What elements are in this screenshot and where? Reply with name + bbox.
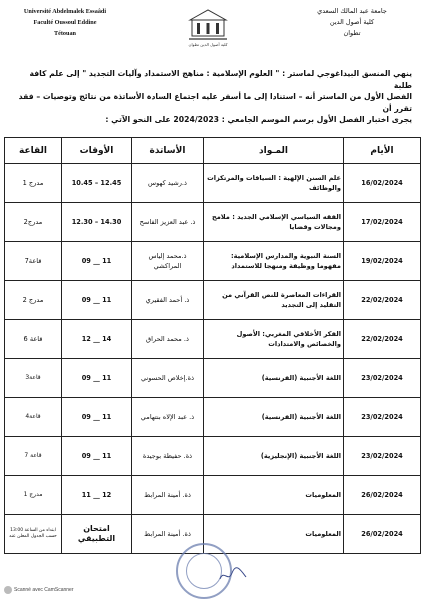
scanner-watermark bbox=[4, 586, 73, 594]
university-header-fr bbox=[10, 6, 120, 39]
row-teacher: ذ. عبد الإلاه بنتهامي bbox=[132, 398, 204, 437]
table-row bbox=[5, 476, 421, 515]
faculty-name-fr: Faculté Oussoul Eddine bbox=[33, 19, 97, 26]
header-hall: القاعة bbox=[5, 138, 62, 164]
row-day: 23/02/2024 bbox=[344, 359, 421, 398]
row-subject: اللغة الأجنبية (الإنجليزية) bbox=[204, 437, 344, 476]
row-teacher: ذة.إخلاص الحسوني bbox=[132, 359, 204, 398]
row-time: 09 __ 11 bbox=[62, 359, 132, 398]
row-subject: السنة النبوية والمدارس الإسلامية: مفهوما ووظيفة ومنهجا للاستمداد bbox=[204, 242, 344, 281]
row-time: 10.45 – 12.45 bbox=[62, 164, 132, 203]
table-row bbox=[5, 398, 421, 437]
table-row bbox=[5, 203, 421, 242]
header-subject: المـواد bbox=[204, 138, 344, 164]
announcement-line-1: ينهي المنسق البيداغوجي لماستر : " العلوم الإسلامية : مناهج الاستمداد وآليات التجديد " إلى علم كافة طلبة bbox=[29, 69, 412, 90]
row-subject: اللغة الأجنبية (الفرنسية) bbox=[204, 398, 344, 437]
row-day: 19/02/2024 bbox=[344, 242, 421, 281]
camscanner-icon bbox=[4, 586, 12, 594]
row-subject: علم السنن الإلهية : السياقات والمرتكزات والوظائف bbox=[204, 164, 344, 203]
row-hall: مدرج 1 bbox=[5, 476, 62, 515]
table-row bbox=[5, 320, 421, 359]
row-teacher: ذ.رشيد كهوس bbox=[132, 164, 204, 203]
row-teacher: ذة. حفيظة بوجيدة bbox=[132, 437, 204, 476]
row-day: 22/02/2024 bbox=[344, 281, 421, 320]
city-name-fr: Tétouan bbox=[53, 30, 76, 37]
university-name-ar: جامعة عبد المالك السعدي bbox=[317, 7, 387, 15]
row-time: 12 __ 14 bbox=[62, 320, 132, 359]
table-row bbox=[5, 281, 421, 320]
university-logo-icon bbox=[186, 8, 230, 42]
row-hall: قاعة 6 bbox=[5, 320, 62, 359]
row-teacher: ذ.محمد إلياس المراكشي bbox=[132, 242, 204, 281]
row-time: امتحان التطبيقي bbox=[62, 515, 132, 554]
table-header-row bbox=[5, 138, 421, 164]
row-subject: المعلوميات bbox=[204, 476, 344, 515]
row-teacher: ذ. أحمد الفقيري bbox=[132, 281, 204, 320]
row-day: 17/02/2024 bbox=[344, 203, 421, 242]
logo-caption: كلية أصول الدين تطوان bbox=[188, 42, 228, 47]
table-row bbox=[5, 437, 421, 476]
scanner-label: Scanné avec CamScanner bbox=[14, 587, 74, 593]
row-time: 09 __ 11 bbox=[62, 398, 132, 437]
university-name-fr: Université Abdelmalek Essaâdi bbox=[23, 8, 107, 15]
table-row bbox=[5, 359, 421, 398]
announcement-text bbox=[10, 68, 412, 126]
row-subject: المعلوميات bbox=[204, 515, 344, 554]
row-teacher: ذ. عبد العزيز الفاسح bbox=[132, 203, 204, 242]
row-day: 16/02/2024 bbox=[344, 164, 421, 203]
row-time: 09 __ 11 bbox=[62, 242, 132, 281]
row-time: 11 __ 12 bbox=[62, 476, 132, 515]
row-hall: مدرج2 bbox=[5, 203, 62, 242]
row-day: 26/02/2024 bbox=[344, 476, 421, 515]
row-hall: قاعة 7 bbox=[5, 437, 62, 476]
row-hall: قاعة4 bbox=[5, 398, 62, 437]
row-hall: مدرج 2 bbox=[5, 281, 62, 320]
row-hall: قاعة3 bbox=[5, 359, 62, 398]
row-subject: القراءات المعاصرة للنص القرآني من التقليد إلى التجديد bbox=[204, 281, 344, 320]
row-teacher: ذ. محمد الحراق bbox=[132, 320, 204, 359]
row-hall: ابتداء من الساعة 13:00 حسب الجدول المعلن عنه bbox=[5, 515, 62, 554]
row-day: 22/02/2024 bbox=[344, 320, 421, 359]
row-subject: اللغة الأجنبية (الفرنسية) bbox=[204, 359, 344, 398]
city-name-ar: تطوان bbox=[343, 29, 361, 37]
header-time: الأوقات bbox=[62, 138, 132, 164]
row-subject: الفكر الأخلاقي المغربي: الأصول والخصائص والامتدادات bbox=[204, 320, 344, 359]
row-day: 23/02/2024 bbox=[344, 398, 421, 437]
announcement-line-3: يجرى اختبار الفصل الأول برسم الموسم الجامعي : 2024/2023 على النحو الآتي : bbox=[105, 115, 412, 124]
university-header-ar bbox=[287, 6, 417, 39]
signature-icon bbox=[218, 565, 248, 585]
row-day: 26/02/2024 bbox=[344, 515, 421, 554]
row-hall: مدرج 1 bbox=[5, 164, 62, 203]
header-day: الأيام bbox=[344, 138, 421, 164]
header-teacher: الأساتذة bbox=[132, 138, 204, 164]
row-time: 09 __ 11 bbox=[62, 437, 132, 476]
faculty-name-ar: كلية أصول الدين bbox=[329, 18, 375, 26]
row-day: 23/02/2024 bbox=[344, 437, 421, 476]
row-teacher: ذة. أمينة المرابط bbox=[132, 515, 204, 554]
row-time: 09 __ 11 bbox=[62, 281, 132, 320]
row-time: 12.30 – 14.30 bbox=[62, 203, 132, 242]
row-subject: الفقه السياسي الإسلامي الجديد : ملامح ومجالات وقضايا bbox=[204, 203, 344, 242]
row-hall: قاعة7 bbox=[5, 242, 62, 281]
announcement-line-2: الفصل الأول من الماستر أنه – استنادا إلى ما أسفر عليه اجتماع السادة الأساتذة من نتائج وتوصيات – فقد تقرر أن bbox=[18, 92, 412, 113]
row-teacher: ذة. أمينة المرابط bbox=[132, 476, 204, 515]
table-row bbox=[5, 242, 421, 281]
exam-schedule-table bbox=[4, 137, 421, 554]
table-row bbox=[5, 164, 421, 203]
